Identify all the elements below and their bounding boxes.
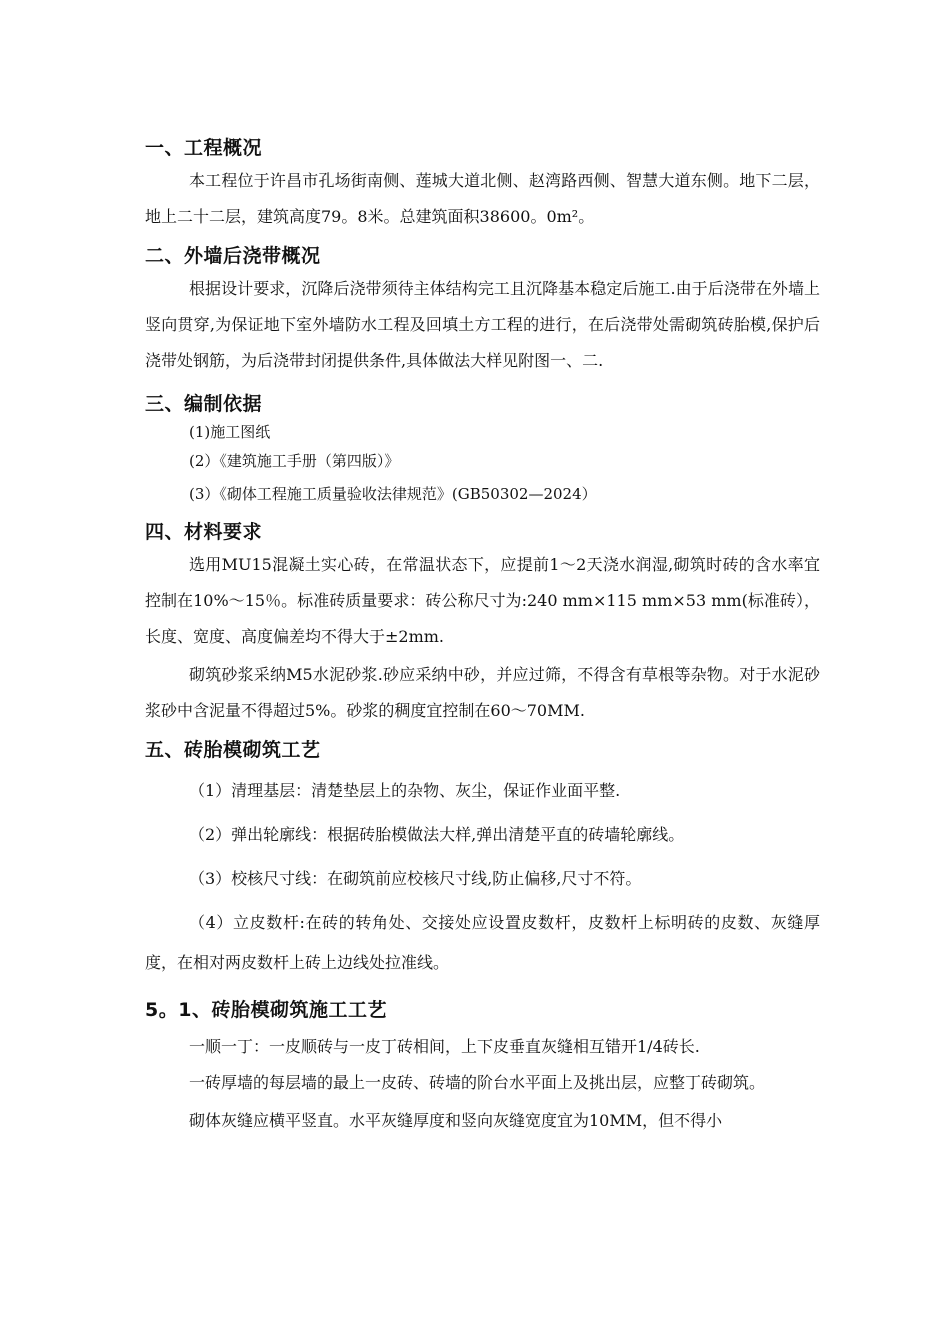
process-steps: [145, 769, 820, 983]
section-4-paragraph-2: 砌筑砂浆采纳M5水泥砂浆.砂应采纳中砂，并应过筛，不得含有草根等杂物。对于水泥砂浆砂中含泥量不得超过5%。砂浆的稠度宜控制在60～70MM.: [145, 665, 820, 720]
process-step-4: （4）立皮数杆:在砖的转角处、交接处应设置皮数杆，皮数杆上标明砖的皮数、灰缝厚度，在相对两皮数杆上砖上边线处拉准线。: [145, 913, 820, 972]
section-4-title: 四、材料要求: [145, 521, 263, 543]
section-5-1-title: 5。1、砖胎模砌筑施工工艺: [145, 999, 387, 1021]
basis-item-2: (2）《建筑施工手册（第四版）》: [189, 452, 400, 470]
spacer: [145, 983, 820, 995]
section-1-paragraph: 本工程位于许昌市孔场街南侧、莲城大道北侧、赵湾路西侧、智慧大道东侧。地下二层，地上二十二层，建筑高度79。8米。总建筑面积38600。0m²。: [145, 171, 820, 226]
process-step-3: （3）校核尺寸线：在砌筑前应校核尺寸线,防止偏移,尺寸不符。: [189, 869, 642, 888]
section-5-1-paragraph-1: 一顺一丁：一皮顺砖与一皮丁砖相间，上下皮垂直灰缝相互错开1/4砖长.: [189, 1037, 700, 1056]
basis-list: [145, 419, 820, 511]
process-step-1: （1）清理基层：清楚垫层上的杂物、灰尘，保证作业面平整.: [189, 781, 621, 800]
basis-item-3: (3）《砌体工程施工质量验收法律规范》(GB50302—2024）: [189, 485, 597, 503]
section-5-1-paragraph-3: 砌体灰缝应横平竖直。水平灰缝厚度和竖向灰缝宽度宜为10MM，但不得小: [189, 1111, 723, 1130]
section-2-paragraph: 根据设计要求，沉降后浇带须待主体结构完工且沉降基本稳定后施工.由于后浇带在外墙上竖向贯穿,为保证地下室外墙防水工程及回填土方工程的进行，在后浇带处需砌筑砖胎模,保护后浇带处钢筋，为后浇带封闭提供条件,具体做法大样见附图一、二.: [145, 279, 820, 370]
spacer: [145, 379, 820, 389]
section-1-title: 一、工程概况: [145, 137, 263, 159]
process-step-2: （2）弹出轮廓线：根据砖胎模做法大样,弹出清楚平直的砖墙轮廓线。: [189, 825, 685, 844]
section-5-1-paragraph-2: 一砖厚墙的每层墙的最上一皮砖、砖墙的阶台水平面上及挑出层，应整丁砖砌筑。: [189, 1073, 766, 1092]
section-3-title: 三、编制依据: [145, 393, 263, 415]
document-body: [145, 133, 820, 1139]
section-4-paragraph-1: 选用MU15混凝土实心砖，在常温状态下，应提前1～2天浇水润湿,砌筑时砖的含水率宜控制在10%～15％。标准砖质量要求：砖公称尺寸为:240 mm×115 mm×53 mm(标准砖），长度、宽度、高度偏差均不得大于±2mm.: [145, 555, 820, 646]
section-2-title: 二、外墙后浇带概况: [145, 245, 321, 267]
section-5-title: 五、砖胎模砌筑工艺: [145, 739, 321, 761]
basis-item-1: (1)施工图纸: [189, 423, 271, 441]
